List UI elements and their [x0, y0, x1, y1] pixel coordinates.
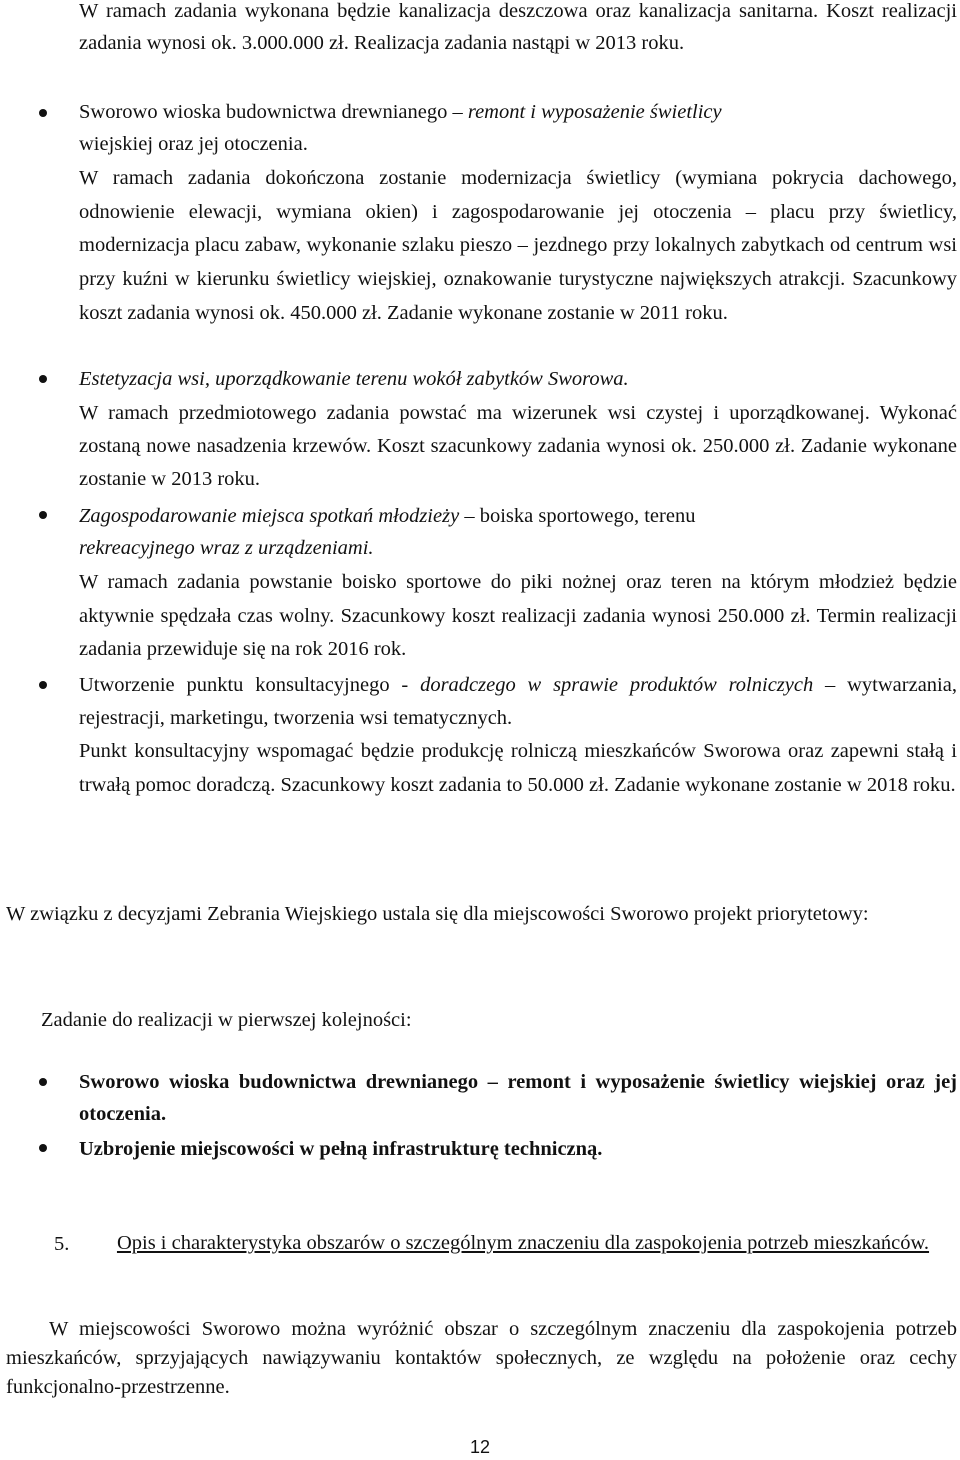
- bullet-icon: [39, 1144, 47, 1152]
- item-title-plain-2: – wytwarzania, rejestracji, marketingu, tworzenia wsi tematycznych.: [79, 674, 957, 729]
- continuation-paragraph: W ramach zadania wykonana będzie kanalizacja deszczowa oraz kanalizacja sanitarna. Koszt realizacji zadania wynosi ok. 3.000.000 zł. Realizacja zadania nastąpi w 2013 roku.: [79, 0, 957, 54]
- priority-item: Sworowo wioska budownictwa drewnianego – remont i wyposażenie świetlicy wiejskiej oraz jej otoczenia.: [79, 1071, 957, 1125]
- item-title-plain: Utworzenie punktu konsultacyjnego -: [79, 674, 421, 696]
- item-description: W ramach zadania powstanie boisko sportowe do piki nożnej oraz teren na którym młodzież będzie aktywnie spędzała czas wolny. Szacunkowy koszt realizacji zadania wynosi 250.000 zł. Termin realizacji zadania przewiduje się na rok 2016 rok.: [79, 571, 957, 660]
- item-title-plain: Sworowo wioska budownictwa drewnianego –: [79, 101, 468, 123]
- section-number: 5.: [54, 1233, 70, 1255]
- priority-subheading: Zadanie do realizacji w pierwszej kolejności:: [41, 1009, 412, 1031]
- section-title: Opis i charakterystyka obszarów o szczególnym znaczeniu dla zaspokojenia potrzeb mieszkańców.: [116, 1232, 930, 1254]
- priority-item: Uzbrojenie miejscowości w pełną infrastrukturę techniczną.: [79, 1138, 603, 1160]
- item-title-plain: – boiska sportowego, terenu: [459, 505, 696, 527]
- item-title: [79, 96, 957, 160]
- item-title-italic: remont i wyposażenie świetlicy: [467, 101, 722, 123]
- page-number: 12: [469, 1437, 491, 1457]
- bullet-icon: [39, 375, 47, 383]
- item-title-italic: doradczego w sprawie produktów rolniczych: [420, 674, 814, 696]
- item-description: W ramach przedmiotowego zadania powstać ma wizerunek wsi czystej i uporządkowanej. Wykonać zostaną nowe nasadzenia krzewów. Koszt szacunkowy zadania wynosi ok. 250.000 zł. Zadanie wykonane zostanie w 2013 roku.: [79, 402, 957, 490]
- item-title-italic: Zagospodarowanie miejsca spotkań młodzieży: [79, 505, 460, 527]
- bullet-icon: [39, 511, 47, 519]
- item-description: W ramach zadania dokończona zostanie modernizacja świetlicy (wymiana pokrycia dachowego, odnowienie elewacji, wymiana okien) i zagospodarowanie jej otoczenia – placu przy świetlicy, modernizacja placu zabaw, wykonanie szlaku pieszo – jezdnego przy lokalnych zabytkach od centrum wsi przy kuźni w kierunku świetlicy wiejskiej, oznakowanie turystyczne największych atrakcji. Szacunkowy koszt zadania wynosi ok. 450.000 zł. Zadanie wykonane zostanie w 2011 roku.: [79, 167, 957, 324]
- bullet-icon: [39, 1078, 47, 1086]
- item-title-italic-2: rekreacyjnego wraz z urządzeniami.: [79, 537, 374, 559]
- bullet-icon: [39, 109, 47, 117]
- item-title: [79, 500, 957, 564]
- item-description: Punkt konsultacyjny wspomagać będzie produkcję rolniczą mieszkańców Sworowa oraz zapewni stałą i trwałą pomoc doradczą. Szacunkowy koszt zadania to 50.000 zł. Zadanie wykonane zostanie w 2018 roku.: [79, 740, 957, 796]
- item-title-line2: wiejskiej oraz jej otoczenia.: [79, 133, 308, 155]
- item-title: Estetyzacja wsi, uporządkowanie terenu wokół zabytków Sworowa.: [79, 368, 629, 390]
- item-title: [79, 669, 957, 735]
- bullet-icon: [39, 681, 47, 689]
- closing-paragraph: W miejscowości Sworowo można wyróżnić obszar o szczególnym znaczeniu dla zaspokojenia potrzeb mieszkańców, sprzyjających nawiązywaniu kontaktów społecznych, ze względu na położenie oraz cechy funkcjonalno-przestrzenne.: [6, 1318, 957, 1398]
- decision-paragraph: W związku z decyzjami Zebrania Wiejskiego ustala się dla miejscowości Sworowo projekt priorytetowy:: [6, 903, 869, 925]
